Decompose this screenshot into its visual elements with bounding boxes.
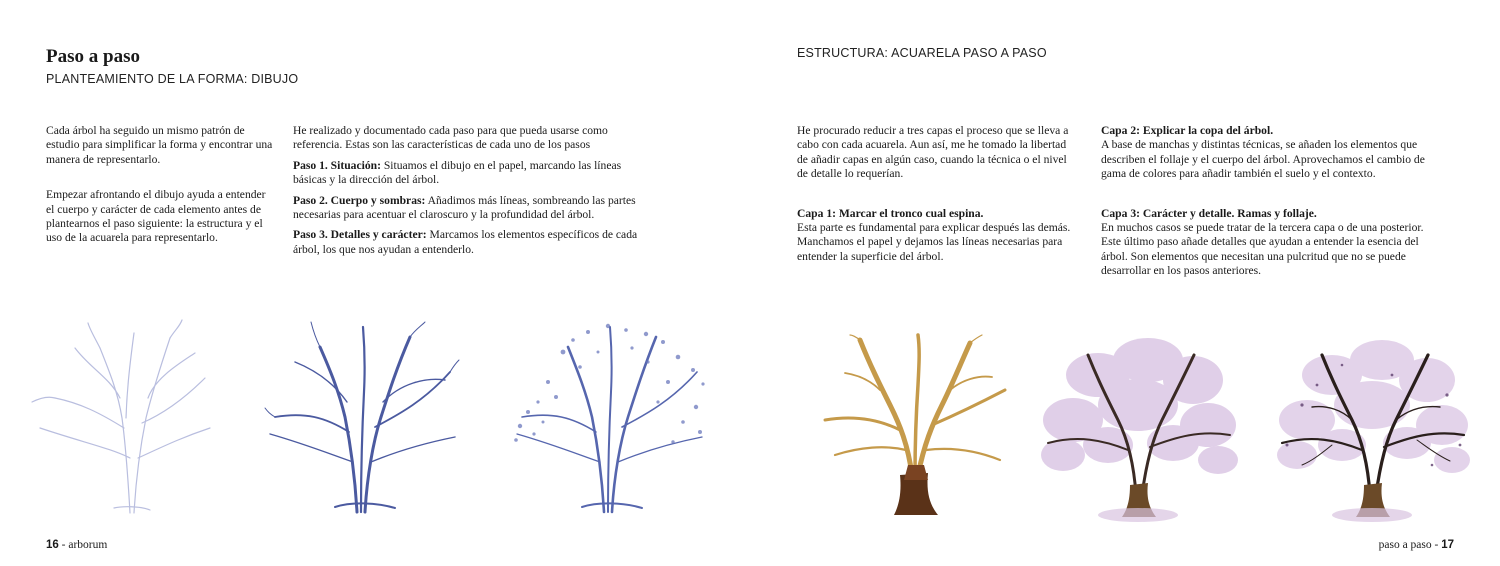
right-running-title: paso a paso - <box>1378 539 1442 551</box>
capa-1-text: Esta parte es fundamental para explicar después las demás. Manchamos el papel y dejamos las líneas necesarias para entender la superficie del árbol. <box>797 221 1071 263</box>
capa-2-text: A base de manchas y distintas técnicas, se añaden los elementos que describen el follaje y el cuerpo del árbol. Aprovechamos el cambio de gama de colores para añadir también el suelo y el contexto. <box>1101 138 1425 181</box>
capa-3 <box>1101 207 1431 279</box>
page-title: Paso a paso <box>46 46 140 67</box>
capa-3-text: En muchos casos se puede tratar de la tercera capa o de una posterior. Este último paso añade detalles que ayudan a entender la esencia del árbol. Son elementos que necesitan una pulcritud que no se puede desarrollar en los pasos anteriores. <box>1101 221 1424 278</box>
left-page-number: 16 <box>46 539 59 551</box>
capa-3-title: Capa 3: Carácter y detalle. Ramas y follaje. <box>1101 206 1317 220</box>
left-paragraph-2: Empezar afrontando el dibujo ayuda a entender el cuerpo y carácter de cada elemento antes de plantearnos el paso siguiente: la estructura y el uso de la acuarela para representarlo. <box>46 188 266 245</box>
tree-watercolor-layer-3 <box>1272 335 1472 525</box>
right-column-2 <box>1101 124 1431 279</box>
step-1-text: Situamos el dibujo en el papel, marcando las líneas básicas y la dirección del árbol. <box>293 158 622 187</box>
step-3 <box>293 228 638 257</box>
tree-watercolor-layer-2 <box>1038 335 1238 525</box>
left-column-2 <box>293 124 638 257</box>
right-subtitle: ESTRUCTURA: ACUARELA PASO A PASO <box>797 46 1047 60</box>
capa-1-title: Capa 1: Marcar el tronco cual espina. <box>797 206 984 220</box>
tree-sketch-step-3 <box>508 322 708 517</box>
step-1-label: Paso 1. Situación: <box>293 158 381 172</box>
left-folio <box>46 539 107 551</box>
left-subtitle: PLANTEAMIENTO DE LA FORMA: DIBUJO <box>46 72 299 86</box>
capa-2-title: Capa 2: Explicar la copa del árbol. <box>1101 124 1274 137</box>
capa-1 <box>797 207 1072 265</box>
tree-sketch-step-2 <box>265 322 460 517</box>
right-page-number: 17 <box>1441 539 1454 551</box>
tree-watercolor-layer-1 <box>820 335 1010 520</box>
step-2-text: Añadimos más líneas, sombreando las partes necesarias para acentuar el claroscuro y la profundidad del árbol. <box>293 193 636 222</box>
layers-intro: He procurado reducir a tres capas el proceso que se lleva a cabo con cada acuarela. Aun así, me he tomado la libertad de añadir capas en algún caso, cuando la técnica o el nivel de detalle lo requerían. <box>797 124 1069 181</box>
left-running-title: - arborum <box>58 539 108 551</box>
right-column-1 <box>797 124 1072 264</box>
capa-2 <box>1101 124 1431 182</box>
step-2-label: Paso 2. Cuerpo y sombras: <box>293 193 426 207</box>
tree-sketch-step-1 <box>30 318 220 518</box>
left-paragraph-1: Cada árbol ha seguido un mismo patrón de estudio para simplificar la forma y encontrar una manera de representarlo. <box>46 124 273 166</box>
step-3-text: Marcamos los elementos específicos de cada árbol, los que nos ayudan a entenderlo. <box>293 228 638 256</box>
left-column-1 <box>46 124 276 246</box>
step-3-label: Paso 3. Detalles y carácter: <box>293 228 427 242</box>
step-1 <box>293 159 638 188</box>
step-2 <box>293 194 638 223</box>
right-folio <box>1379 539 1454 551</box>
steps-intro: He realizado y documentado cada paso para que pueda usarse como referencia. Estas son las características de cada uno de los pasos <box>293 124 608 152</box>
